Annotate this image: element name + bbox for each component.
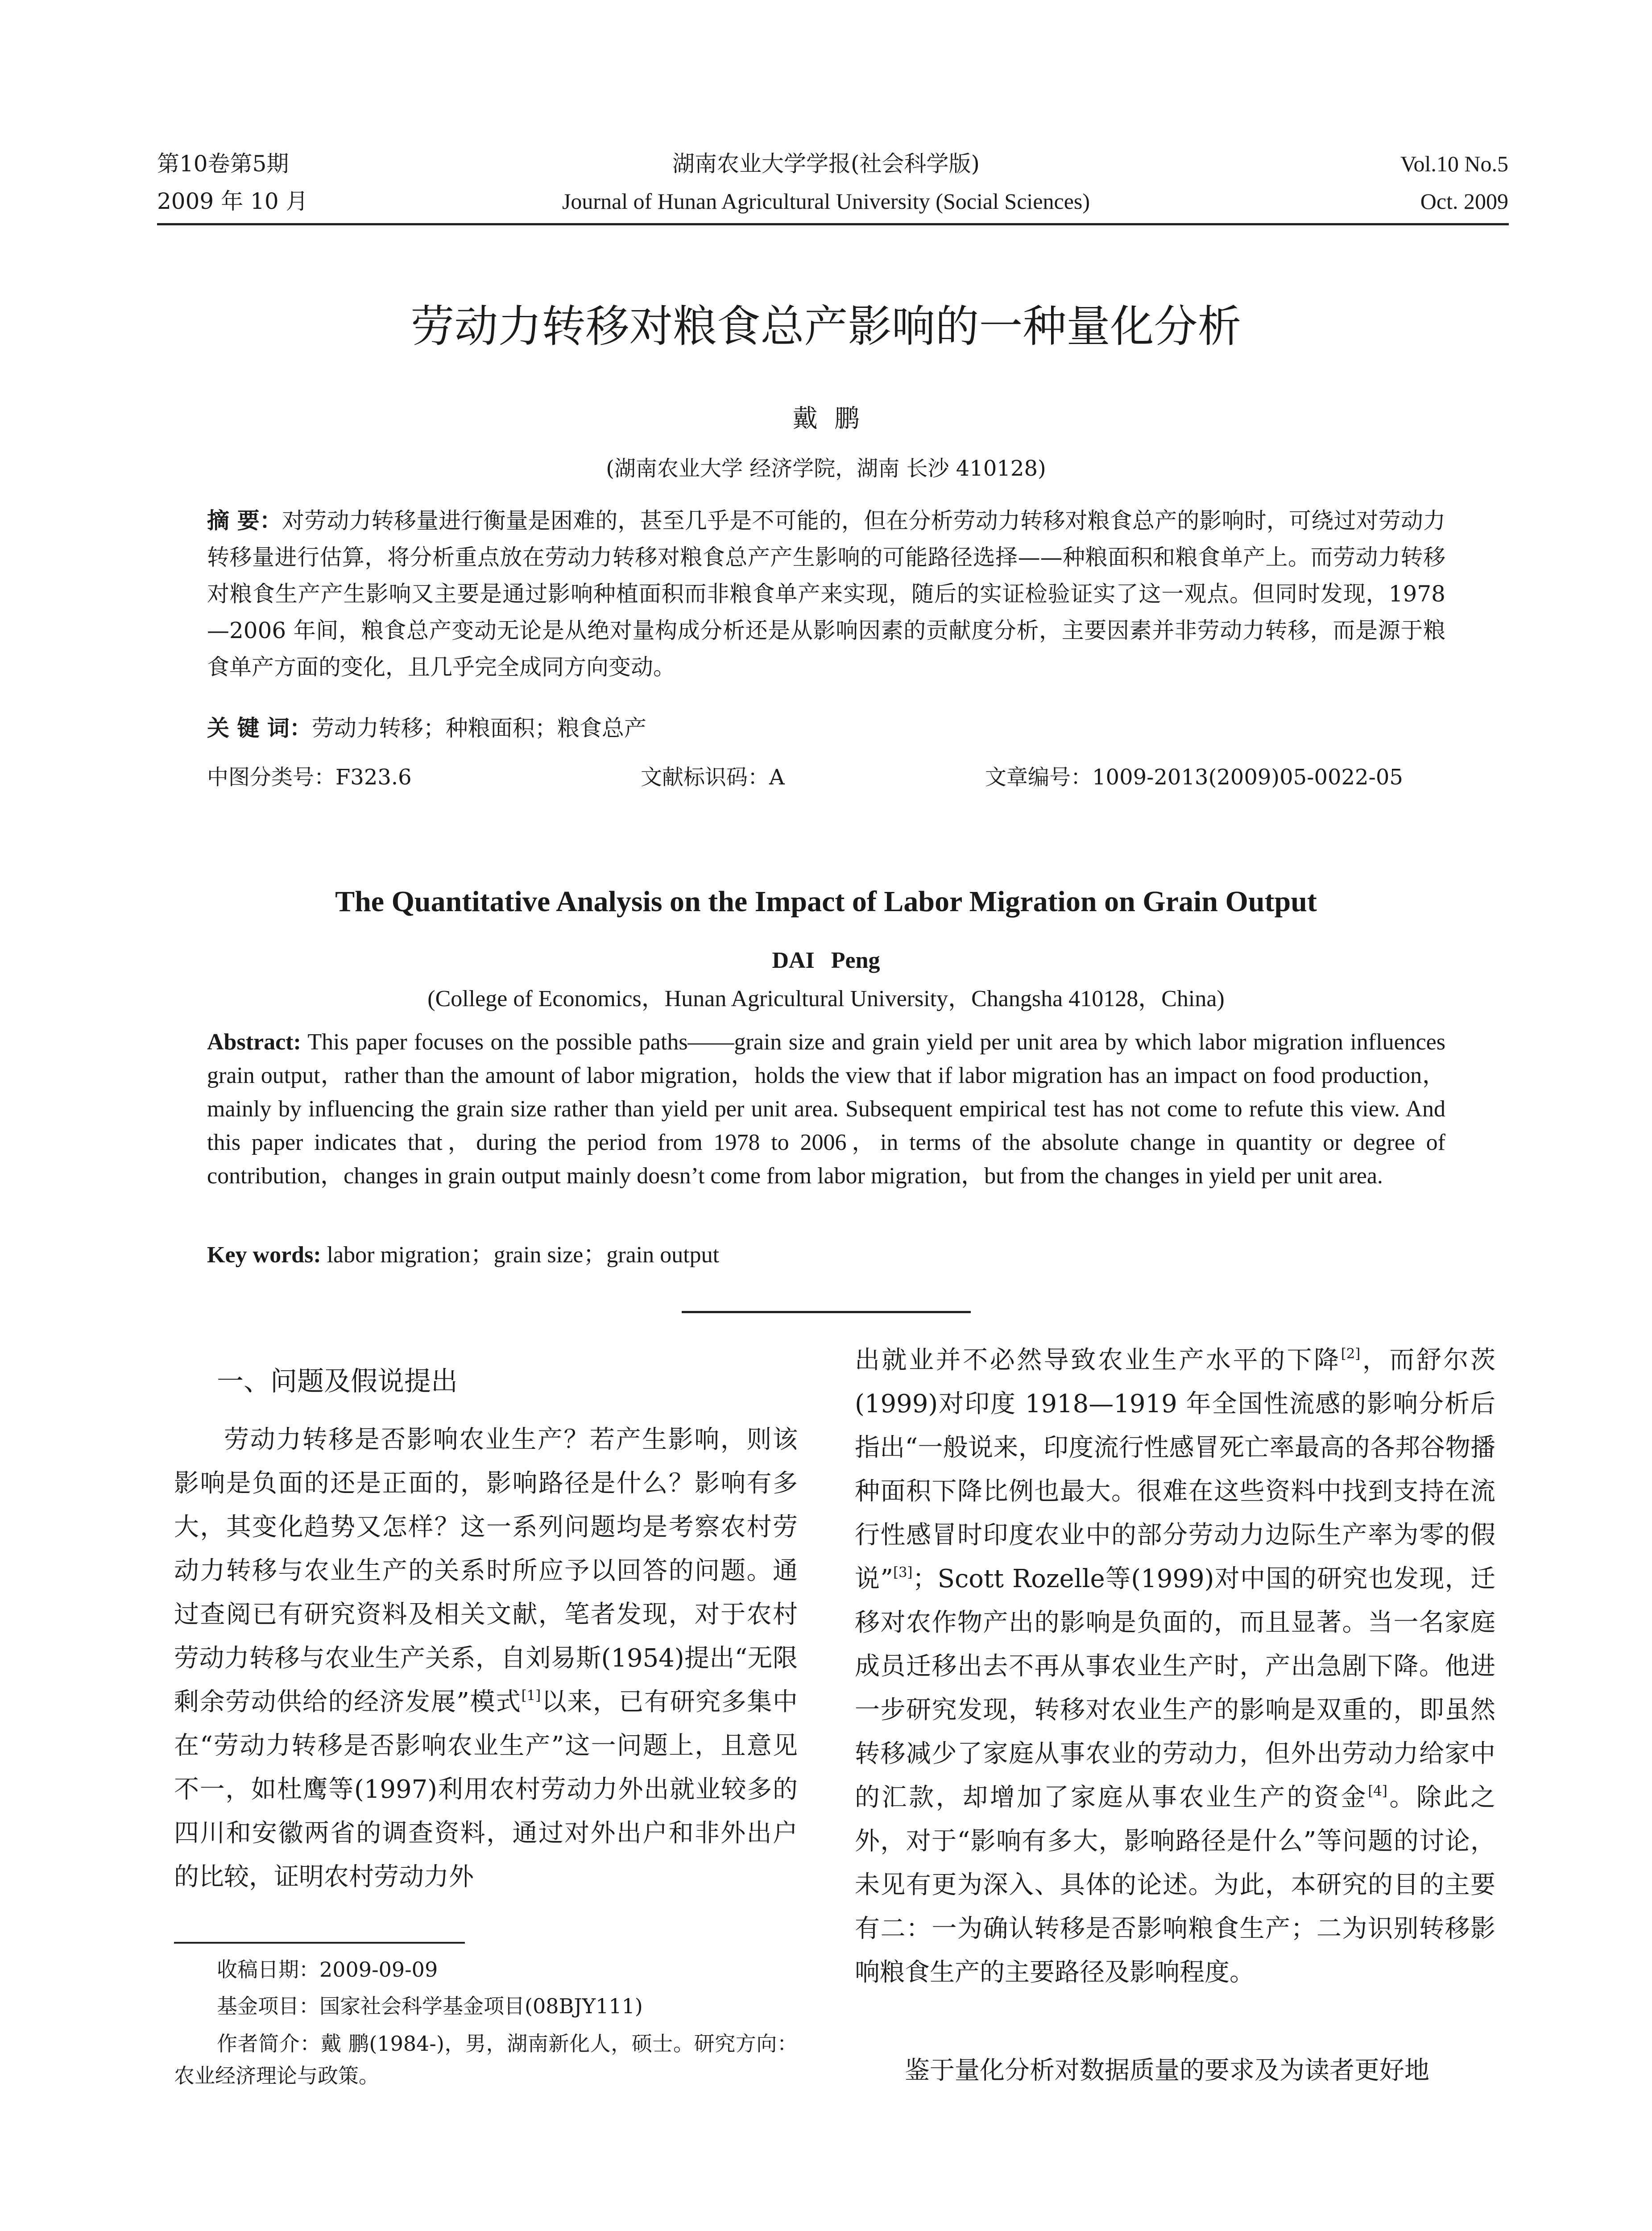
author-en: DAI Peng (772, 948, 880, 973)
footnote-rule (174, 1942, 465, 1944)
separator-rule (682, 1311, 971, 1313)
right-paragraph-part-d: 。除此之外，对于“影响有多大，影响路径是什么”等问题的讨论，未见有更为深入、具体的论述。为此，本研究的目的主要有二：一为确认转移是否影响粮食生产；二为识别转移影响粮食生产的主要路径及影响程度。 (855, 1783, 1496, 1987)
abstract-cn-label: 摘 要： (207, 507, 282, 534)
footnote-author-bio: 作者简介：戴 鹏(1984-)，男，湖南新化人，硕士。研究方向：农业经济理论与政策。 (174, 2032, 798, 2088)
header-vol-issue-en: Vol.10 No.5 (1400, 151, 1508, 176)
header-date-en: Oct. 2009 (1420, 189, 1508, 214)
header-journal-en: Journal of Hunan Agricultural University (Social Sciences) (562, 189, 1090, 214)
right-paragraph-part-b: ，而舒尔茨(1999)对印度 1918—1919 年全国性流感的影响分析后指出“一般说来，印度流行性感冒死亡率最高的各邦谷物播种面积下降比例也最大。很难在这些资料中找到支持在流行性感冒时印度农业中的部分劳动力边际生产率为零的假说” (855, 1346, 1496, 1593)
footnote-received: 收稿日期：2009-09-09 (217, 1957, 438, 1982)
abstract-en-label: Abstract: (207, 1029, 301, 1055)
section-heading-1: 一、问题及假说提出 (217, 1366, 458, 1397)
keywords-cn-label: 关 键 词： (207, 715, 312, 741)
right-paragraph-part-c: ；Scott Rozelle等(1999)对中国的研究也发现，迁移对农作物产出的影响是负面的，而且显著。当一名家庭成员迁移出去不再从事农业生产时，产出急剧下降。他进一步研究发现，转移对农业生产的影响是双重的，即虽然转移减少了家庭从事农业的劳动力，但外出劳动力给家中的汇款，却增加了家庭从事农业生产的资金 (855, 1564, 1495, 1812)
keywords-en-label: Key words: (207, 1242, 321, 1268)
article-number: 文章编号：1009-2013(2009)05-0022-05 (985, 765, 1403, 790)
footnote-fund: 基金项目：国家社会科学基金项目(08BJY111) (217, 1994, 643, 2018)
abstract-en (207, 1025, 1445, 1193)
clc-number: 中图分类号：F323.6 (207, 765, 412, 790)
keywords-cn (207, 714, 646, 742)
left-paragraph-part-b: 以来，已有研究多集中在“劳动力转移是否影响农业生产”这一问题上，且意见不一，如杜鹰等(1997)利用农村劳动力外出就业较多的四川和安徽两省的调查资料，通过对外出户和非外出户的比较，证明农村劳动力外 (174, 1688, 798, 1891)
left-paragraph-part-a: 劳动力转移是否影响农业生产？若产生影响，则该影响是负面的还是正面的，影响路径是什么？影响有多大，其变化趋势又怎样？这一系列问题均是考察农村劳动力转移与农业生产的关系时所应予以回答的问题。通过查阅已有研究资料及相关文献，笔者发现，对于农村劳动力转移与农业生产关系，自刘易斯(1954)提出“无限剩余劳动供给的经济发展”模式 (174, 1425, 798, 1717)
right-column-paragraph-1 (855, 1339, 1495, 1995)
right-column-paragraph-2: 鉴于量化分析对数据质量的要求及为读者更好地 (905, 2056, 1429, 2085)
affiliation-en: (College of Economics，Hunan Agricultural University，Changsha 410128，China) (427, 986, 1225, 1012)
left-column-paragraph (174, 1418, 798, 1899)
keywords-en (207, 1240, 719, 1270)
citation-4: [4] (1368, 1783, 1387, 1799)
right-paragraph-part-a: 出就业并不必然导致农业生产水平的下降 (855, 1346, 1341, 1375)
keywords-cn-text: 劳动力转移；种粮面积；粮食总产 (311, 715, 646, 741)
title-cn: 劳动力转移对粮食总产影响的一种量化分析 (410, 301, 1242, 352)
affiliation-cn: (湖南农业大学 经济学院，湖南 长沙 410128) (606, 456, 1046, 481)
header-journal-cn: 湖南农业大学学报(社会科学版) (672, 151, 980, 177)
author-cn: 戴 鹏 (792, 404, 860, 433)
keywords-en-text: labor migration；grain size；grain output (327, 1242, 720, 1268)
header-vol-issue-cn: 第10卷第5期 (157, 151, 289, 177)
document-code: 文献标识码：A (641, 765, 785, 790)
abstract-cn-text: 对劳动力转移量进行衡量是困难的，甚至几乎是不可能的，但在分析劳动力转移对粮食总产的影响时，可绕过对劳动力转移量进行估算，将分析重点放在劳动力转移对粮食总产产生影响的可能路径选择——种粮面积和粮食单产上。而劳动力转移对粮食生产产生影响又主要是通过影响种植面积而非粮食单产来实现，随后的实证检验证实了这一观点。但同时发现，1978—2006 年间，粮食总产变动无论是从绝对量构成分析还是从影响因素的贡献度分析，主要因素并非劳动力转移，而是源于粮食单产方面的变化，且几乎完全成同方向变动。 (207, 508, 1445, 680)
citation-2: [2] (1341, 1345, 1361, 1362)
citation-1: [1] (521, 1687, 541, 1704)
header-rule (157, 223, 1509, 225)
abstract-cn (207, 502, 1445, 685)
abstract-en-text: This paper focuses on the possible paths——grain size and grain yield per unit area by which labor migration influences grain output，rather than the amount of labor migration，holds the view that if labor migration has an impact on food production，mainly by influencing the grain size rather than yield per unit area. Subsequent empirical test has not come to refute this view. And this paper indicates that，during the period from 1978 to 2006，in terms of the absolute change in quantity or degree of contribution，changes in grain output mainly doesn’t come from labor migration，but from the changes in yield per unit area. (207, 1029, 1446, 1189)
header-date-cn: 2009 年 10 月 (157, 188, 308, 214)
title-en: The Quantitative Analysis on the Impact of Labor Migration on Grain Output (335, 885, 1317, 918)
citation-3: [3] (893, 1564, 913, 1580)
